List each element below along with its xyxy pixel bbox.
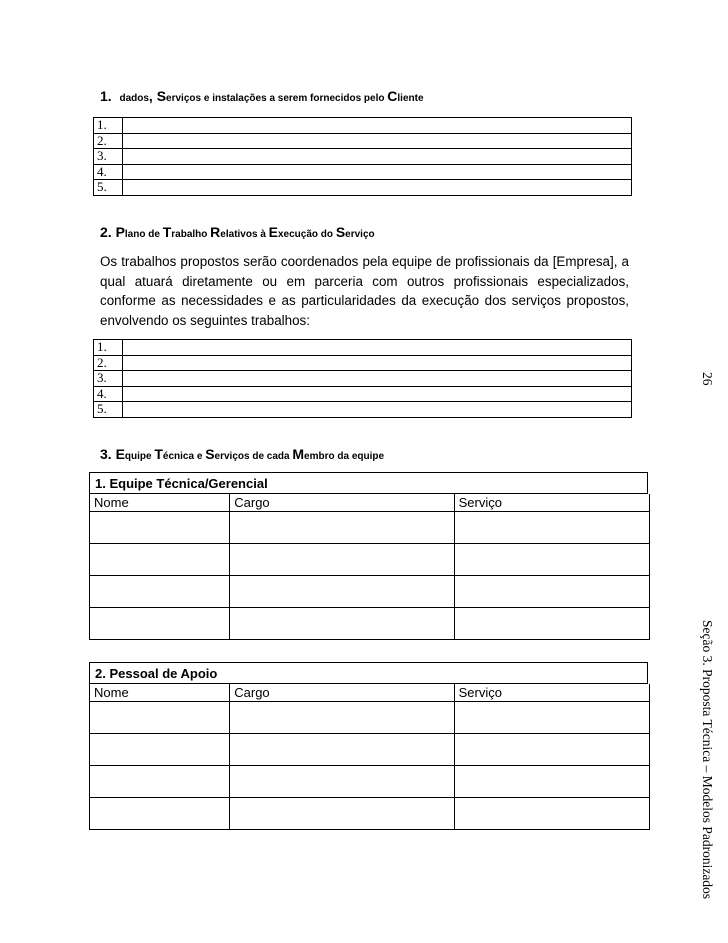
table-row: [90, 766, 650, 798]
row-number: 3.: [94, 149, 123, 165]
cargo-cell[interactable]: [230, 512, 454, 544]
column-header-servico: Serviço: [454, 494, 649, 512]
cargo-cell[interactable]: [230, 702, 454, 734]
nome-cell[interactable]: [90, 702, 230, 734]
table-row: [90, 608, 650, 640]
section-running-title: Seção 3. Proposta Técnica – Modelos Padronizados: [700, 620, 715, 900]
section-2-list-table: [93, 339, 632, 418]
heading-text-part: xecução do: [278, 229, 336, 240]
heading-text-part: erviços de cada: [214, 451, 293, 462]
heading-text-part: écnica e: [162, 451, 206, 462]
servico-cell[interactable]: [454, 576, 649, 608]
row-entry-field[interactable]: [123, 118, 632, 134]
heading-text-part: erviço: [345, 229, 375, 240]
cargo-cell[interactable]: [230, 734, 454, 766]
row-number: 5.: [94, 402, 123, 418]
table-row: [90, 544, 650, 576]
column-header-servico: Serviço: [454, 684, 649, 702]
heading-text-part: 3. E: [100, 446, 125, 462]
team-technical-caption: 1. Equipe Técnica/Gerencial: [89, 472, 648, 494]
heading-text-part: T: [154, 446, 163, 462]
list-row: [94, 149, 632, 165]
row-number: 4.: [94, 164, 123, 180]
row-entry-field[interactable]: [123, 133, 632, 149]
list-row: [94, 118, 632, 134]
servico-cell[interactable]: [454, 798, 649, 830]
list-row: [94, 180, 632, 196]
row-entry-field[interactable]: [123, 355, 632, 371]
table-row: [90, 702, 650, 734]
heading-text-part: S: [205, 446, 215, 462]
row-number: 3.: [94, 371, 123, 387]
heading-text-part: S: [335, 224, 346, 240]
list-row: [94, 133, 632, 149]
row-number: 2.: [94, 355, 123, 371]
heading-text-part: lano de: [124, 229, 163, 240]
heading-text-part: dados: [119, 93, 149, 104]
cargo-cell[interactable]: [230, 798, 454, 830]
list-row: [94, 386, 632, 402]
heading-text-part: embro da equipe: [304, 451, 385, 462]
row-number: 5.: [94, 180, 123, 196]
column-header-cargo: Cargo: [230, 494, 454, 512]
heading-text-part: erviços e instalações a serem fornecidos pelo: [166, 93, 388, 104]
servico-cell[interactable]: [454, 544, 649, 576]
heading-text-part: rabalho: [171, 229, 211, 240]
cargo-cell[interactable]: [230, 544, 454, 576]
row-number: 1.: [94, 118, 123, 134]
table-row: [90, 798, 650, 830]
nome-cell[interactable]: [90, 766, 230, 798]
row-entry-field[interactable]: [123, 149, 632, 165]
cargo-cell[interactable]: [230, 766, 454, 798]
team-support-caption: 2. Pessoal de Apoio: [89, 662, 648, 684]
section-1-heading: [100, 88, 424, 104]
servico-cell[interactable]: [454, 512, 649, 544]
servico-cell[interactable]: [454, 702, 649, 734]
table-row: [90, 512, 650, 544]
cargo-cell[interactable]: [230, 608, 454, 640]
heading-text-part: R: [210, 224, 221, 240]
page-number: 26: [700, 372, 715, 386]
row-entry-field[interactable]: [123, 371, 632, 387]
nome-cell[interactable]: [90, 512, 230, 544]
section-2-heading: [100, 224, 375, 240]
nome-cell[interactable]: [90, 576, 230, 608]
row-entry-field[interactable]: [123, 164, 632, 180]
list-row: [94, 371, 632, 387]
table-row: [90, 734, 650, 766]
heading-text-part: M: [292, 446, 305, 462]
column-header-nome: Nome: [90, 684, 230, 702]
heading-text-part: ,: [148, 88, 157, 104]
heading-text-part: T: [162, 224, 172, 240]
heading-text-part: liente: [397, 93, 424, 104]
row-entry-field[interactable]: [123, 386, 632, 402]
nome-cell[interactable]: [90, 734, 230, 766]
cargo-cell[interactable]: [230, 576, 454, 608]
servico-cell[interactable]: [454, 608, 649, 640]
column-header-cargo: Cargo: [230, 684, 454, 702]
team-support-table: [89, 662, 650, 830]
row-entry-field[interactable]: [123, 340, 632, 356]
column-header-nome: Nome: [90, 494, 230, 512]
row-number: 4.: [94, 386, 123, 402]
table-row: [90, 576, 650, 608]
servico-cell[interactable]: [454, 734, 649, 766]
heading-text-part: E: [268, 224, 278, 240]
row-number: 1.: [94, 340, 123, 356]
heading-text-part: quipe: [124, 451, 155, 462]
heading-text-part: S: [156, 88, 167, 104]
list-row: [94, 164, 632, 180]
section-2-paragraph: Os trabalhos propostos serão coordenados pela equipe de profissionais da [Empresa], a qual atuará diretamente ou em parceria com outros profissionais especializados, conforme as necessidades e as particularidades da execução dos serviços propostos, envolvendo os seguintes trabalhos:: [100, 254, 629, 328]
list-row: [94, 402, 632, 418]
section-1-list-table: [93, 117, 632, 196]
row-entry-field[interactable]: [123, 402, 632, 418]
team-technical-table: [89, 472, 650, 640]
nome-cell[interactable]: [90, 544, 230, 576]
servico-cell[interactable]: [454, 766, 649, 798]
section-3-heading: [100, 446, 384, 462]
row-number: 2.: [94, 133, 123, 149]
list-row: [94, 340, 632, 356]
section-1-title: [119, 88, 423, 104]
row-entry-field[interactable]: [123, 180, 632, 196]
heading-text-part: 2. P: [100, 224, 125, 240]
heading-text-part: elativos à: [220, 229, 269, 240]
section-1-number: 1.: [100, 88, 112, 104]
heading-text-part: C: [387, 88, 398, 104]
nome-cell[interactable]: [90, 798, 230, 830]
nome-cell[interactable]: [90, 608, 230, 640]
list-row: [94, 355, 632, 371]
